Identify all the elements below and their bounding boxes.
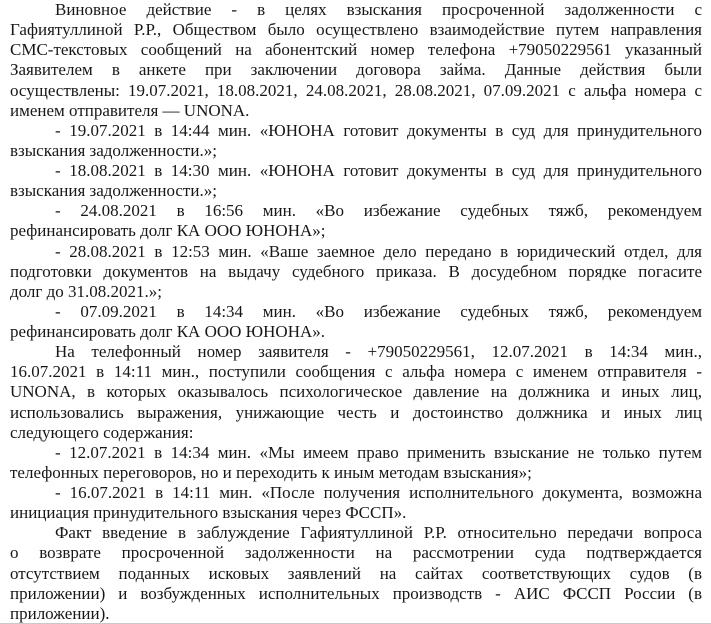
- text-line: о возврате просроченной задолженности на рассмотрении суда подтверждается: [10, 543, 702, 563]
- text-line: долг до 31.08.2021.»;: [10, 281, 163, 301]
- paragraph: [10, 0, 702, 121]
- text-line: приложении).: [10, 603, 110, 623]
- paragraph: [10, 443, 702, 483]
- text-line: приложении) и возбужденных исполнительных производств - АИС ФССП России (в: [10, 583, 702, 603]
- text-line: - 19.07.2021 в 14:44 мин. «ЮНОНА готовит документы в суд для принудительного: [55, 120, 702, 140]
- text-line: Факт введение в заблуждение Гафиятуллиной Р.Р. относительно передачи вопроса: [55, 523, 702, 543]
- text-line: именем отправителя — UNONA.: [10, 100, 250, 120]
- text-line: рефинансировать долг КА ООО ЮНОНА».: [10, 322, 325, 341]
- text-line: Виновное действие - в целях взыскания просроченной задолженности с: [55, 0, 702, 19]
- text-line: UNONA, в которых оказывалось психологическое давление на должника и иных лиц,: [10, 382, 702, 402]
- document-body: [10, 0, 702, 624]
- text-line: осуществлены: 19.07.2021, 18.08.2021, 24.08.2021, 28.08.2021, 07.09.2021 с альфа номера с: [10, 80, 702, 100]
- text-line: - 24.08.2021 в 16:56 мин. «Во избежание судебных тяжб, рекомендуем: [55, 201, 702, 221]
- text-line: - 18.08.2021 в 14:30 мин. «ЮНОНА готовит документы в суд для принудительного: [55, 161, 702, 180]
- text-line: На телефонный номер заявителя - +79050229561, 12.07.2021 в 14:34 мин.,: [55, 342, 702, 362]
- text-line: рефинансировать долг КА ООО ЮНОНА»;: [10, 221, 326, 241]
- text-line: - 16.07.2021 в 14:11 мин. «После получения исполнительного документа, возможна: [55, 483, 702, 502]
- text-line: - 28.08.2021 в 12:53 мин. «Ваше заемное дело передано в юридический отдел, для: [55, 241, 702, 261]
- text-line: Заявителем в анкете при заключении договора займа. Данные действия были: [10, 60, 702, 80]
- text-line: телефонных переговоров, но и переходить к иным методам взыскания»;: [10, 462, 532, 482]
- paragraph: [10, 483, 702, 523]
- text-line: инициация принудительного взыскания через ФССП».: [10, 503, 407, 523]
- paragraph: [10, 161, 702, 201]
- text-line: следующего содержания:: [10, 422, 194, 442]
- paragraph: [10, 302, 702, 342]
- text-line: - 07.09.2021 в 14:34 мин. «Во избежание судебных тяжб, рекомендуем: [55, 301, 702, 321]
- text-line: использовались выражения, унижающие честь и достоинство должника и иных лиц: [10, 402, 702, 422]
- text-line: 16.07.2021 в 14:11 мин., поступили сообщения с альфа номера с именем отправителя -: [10, 362, 702, 382]
- text-line: подготовки документов на выдачу судебного приказа. В досудебном порядке погасите: [10, 261, 702, 281]
- paragraph: [10, 342, 702, 443]
- text-line: взыскания задолженности.»;: [10, 140, 217, 160]
- text-line: взыскания задолженности.»;: [10, 181, 217, 201]
- paragraph: [10, 201, 702, 241]
- text-line: - 12.07.2021 в 14:34 мин. «Мы имеем право применить взыскание не только путем: [55, 442, 702, 462]
- paragraph: [10, 523, 702, 624]
- text-line: СМС-текстовых сообщений на абонентский номер телефона +79050229561 указанный: [10, 40, 702, 60]
- paragraph: [10, 121, 702, 161]
- text-line: отсутствием поданных исковых заявлений на сайтах соответствующих судов (в: [10, 563, 702, 583]
- paragraph: [10, 242, 702, 302]
- text-line: Гафиятуллиной Р.Р., Обществом было осуществлено взаимодействие путем направления: [10, 20, 702, 40]
